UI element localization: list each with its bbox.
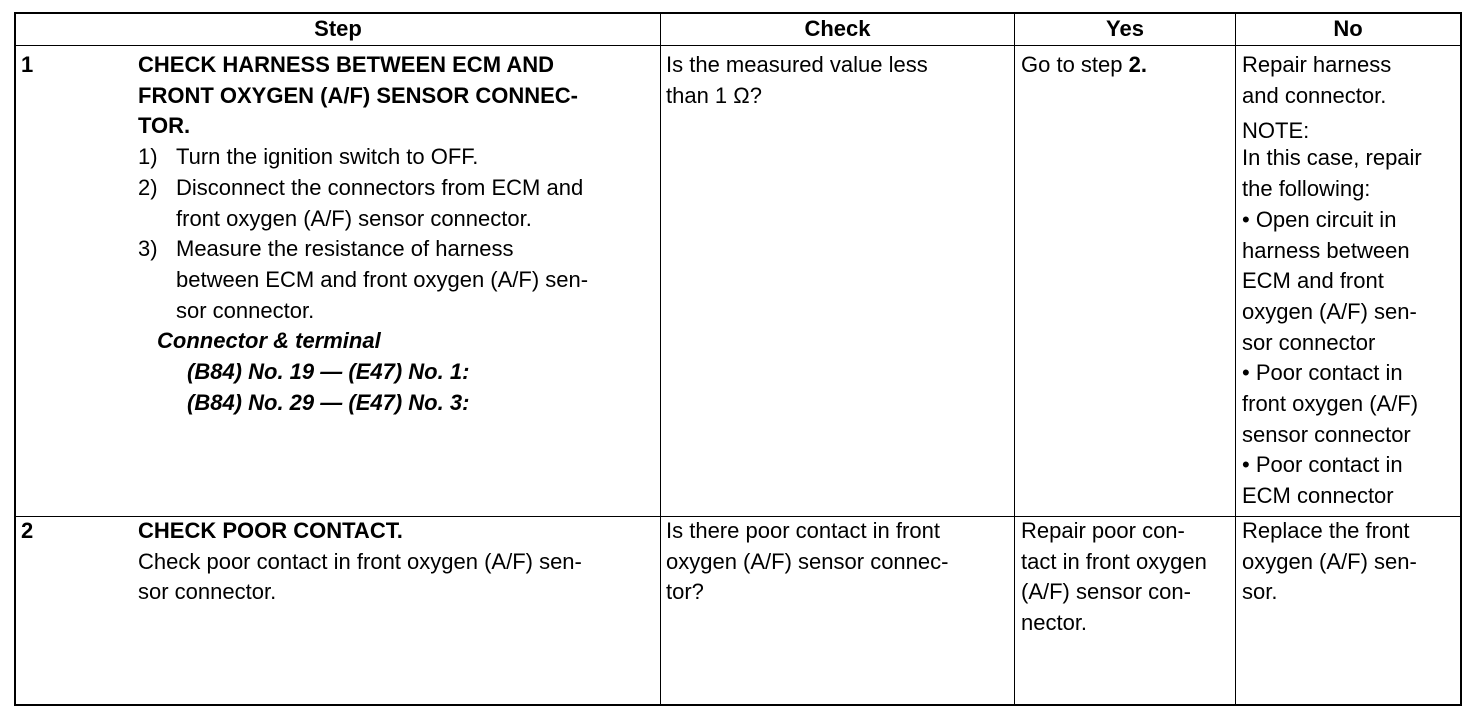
row-1-step-cell	[138, 50, 588, 418]
instruction-item: 2) Disconnect the connectors from ECM and front oxygen (A/F) sensor connector.	[138, 174, 584, 231]
column-divider-yes	[1014, 12, 1015, 706]
spec-heading: Connector & terminal	[157, 328, 381, 354]
row-2-yes: Repair poor con- tact in front oxygen (A/F) sensor con- nector.	[1021, 518, 1207, 636]
row-1-no: Repair harness and connector. NOTE: In this case, repair the following: • Open circuit in harness between ECM and front oxygen (A/F) sen- sor connector • Poor contact in front oxygen (A/F) sensor connector • Poor contact in ECM connector	[1242, 52, 1422, 509]
spec-line: (B84) No. 29 — (E47) No. 3:	[187, 389, 470, 415]
row-1-step-title: CHECK HARNESS BETWEEN ECM AND FRONT OXYGEN (A/F) SENSOR CONNEC- TOR.	[138, 52, 579, 139]
row-2-no: Replace the front oxygen (A/F) sen- sor.	[1242, 518, 1417, 605]
column-divider-no	[1235, 12, 1236, 706]
header-check: Check	[804, 16, 871, 41]
step-reference: 2.	[1128, 52, 1147, 77]
header-divider	[14, 45, 1462, 46]
instruction-item: 3) Measure the resistance of harness between ECM and front oxygen (A/F) sen- sor connector.	[138, 236, 589, 323]
row-2-step-title: CHECK POOR CONTACT.	[138, 518, 403, 543]
row-1-number: 1	[21, 52, 34, 77]
row-1-yes: Go to step 2.	[1021, 52, 1147, 77]
header-yes: Yes	[1106, 16, 1144, 41]
note-label: NOTE:	[1242, 118, 1310, 144]
instruction-item: 1) Turn the ignition switch to OFF.	[138, 144, 479, 170]
row-1-check: Is the measured value less than 1 Ω?	[666, 52, 928, 108]
spec-line: (B84) No. 19 — (E47) No. 1:	[187, 359, 470, 385]
row-2-step-cell: CHECK POOR CONTACT. Check poor contact in front oxygen (A/F) sen- sor connector.	[138, 518, 582, 605]
row-2-number: 2	[21, 518, 34, 543]
column-divider-check	[660, 12, 661, 706]
header-no: No	[1333, 16, 1363, 41]
row-2-check: Is there poor contact in front oxygen (A/F) sensor connec- tor?	[666, 518, 949, 605]
header-step: Step	[314, 16, 362, 41]
